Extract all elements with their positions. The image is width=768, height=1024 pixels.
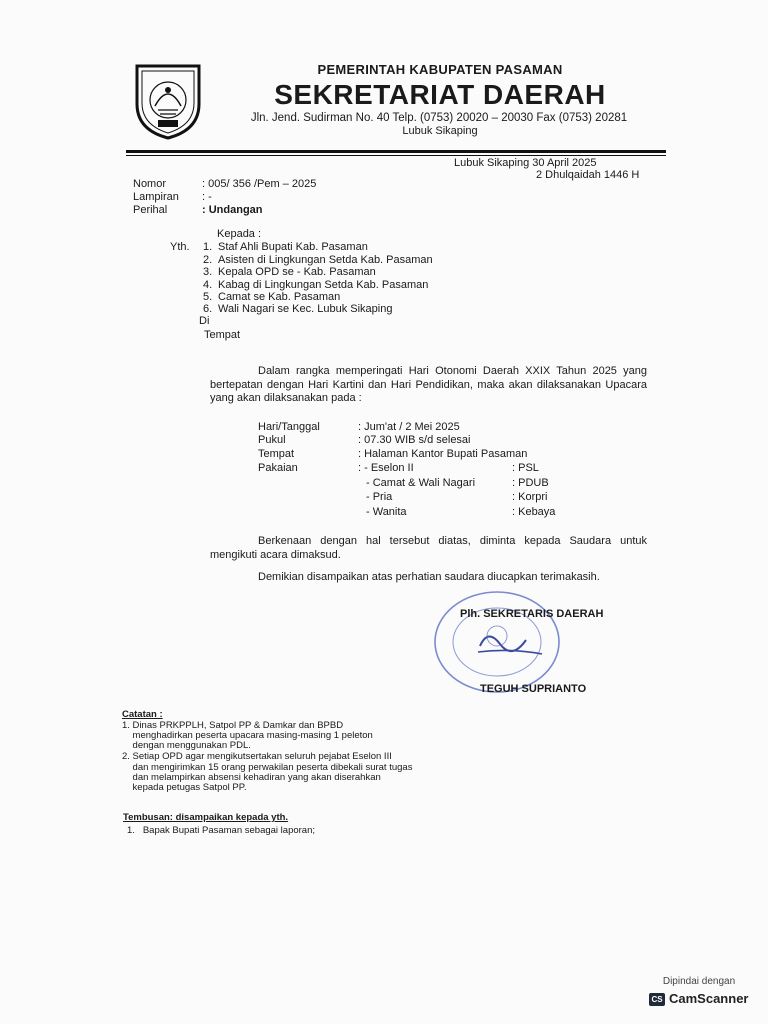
pakaian-label: Pakaian [258,462,298,474]
recipient-item: Staf Ahli Bupati Kab. Pasaman [218,241,368,253]
recipient-item: Camat se Kab. Pasaman [218,291,341,303]
letter-date: Lubuk Sikaping 30 April 2025 [454,157,597,169]
recipient-number: 5. [203,291,213,303]
recipient-item: Kepala OPD se - Kab. Pasaman [218,266,376,278]
note-line: dan melampirkan absensi kehadiran yang akan diserahkan [122,772,381,783]
signatory-title: Plh. SEKRETARIS DAERAH [460,608,604,620]
letterhead-address: Jln. Jend. Sudirman No. 40 Telp. (0753) 20020 – 20030 Fax (0753) 20281 [250,112,628,124]
note-line: dan mengirimkan 15 orang perwakilan peserta dibekali surat tugas [122,762,413,773]
tembusan-title: Tembusan: disampaikan kepada yth. [123,812,289,823]
header-rule-thick [126,150,666,153]
dress-attire: : Korpri [512,491,548,503]
perihal-value: : Undangan [202,204,263,216]
watermark-brand: CamScanner [669,991,749,1006]
dress-attire: : PDUB [512,477,549,489]
official-stamp [430,588,564,698]
note-line: 1. Dinas PRKPPLH, Satpol PP & Damkar dan BPBD [122,720,344,731]
government-name: PEMERINTAH KABUPATEN PASAMAN [317,62,563,77]
note-line: menghadirkan peserta upacara masing-masing 1 peleton [122,730,373,741]
tempat-event-value: : Halaman Kantor Bupati Pasaman [358,448,528,460]
hari-value: : Jum'at / 2 Mei 2025 [358,421,460,433]
body-paragraph-intro: Dalam rangka memperingati Hari Otonomi Daerah XXIX Tahun 2025 yang bertepatan dengan Hari Kartini dan Hari Pendidikan, maka akan dilaksanakan Upacara yang akan dilaksanakan pada : [210,365,647,404]
recipient-number: 4. [203,279,213,291]
pukul-value: : 07.30 WIB s/d selesai [358,434,471,446]
recipient-item: Wali Nagari se Kec. Lubuk Sikaping [218,303,393,315]
lampiran-label: Lampiran [133,191,179,203]
dress-attire: : PSL [512,462,539,474]
header-rule-thin [126,155,666,156]
watermark-caption: Dipindai dengan [662,976,736,987]
nomor-value: : 005/ 356 /Pem – 2025 [202,178,317,190]
pukul-label: Pukul [258,434,286,446]
note-line: kepada petugas Satpol PP. [122,782,247,793]
signatory-name: TEGUH SUPRIANTO [480,683,587,695]
letterhead-title: SEKRETARIAT DAERAH [274,79,606,110]
camscanner-logo-icon: CS [649,993,665,1006]
dress-attire: : Kebaya [512,506,556,518]
tempat-label: Tempat [204,329,241,341]
dress-group: - Pria [366,491,393,503]
nomor-label: Nomor [133,178,167,190]
regency-logo [131,60,205,140]
recipient-item: Asisten di Lingkungan Setda Kab. Pasaman [218,254,433,266]
yth-label: Yth. [170,241,190,253]
body-paragraph-request: Berkenaan dengan hal tersebut diatas, diminta kepada Saudara untuk mengikuti acara dimaksud. [210,535,647,561]
dress-group: - Camat & Wali Nagari [366,477,476,489]
notes-title: Catatan : [122,709,163,720]
tempat-event-label: Tempat [258,448,295,460]
camscanner-watermark [645,973,753,1013]
recipient-number: 6. [203,303,213,315]
lampiran-value: : - [202,191,212,203]
perihal-label: Perihal [133,204,168,216]
dress-group: - Wanita [366,506,407,518]
letterhead-city: Lubuk Sikaping [402,125,478,137]
recipient-number: 3. [203,266,213,278]
recipient-item: Kabag di Lingkungan Setda Kab. Pasaman [218,279,429,291]
note-line: dengan menggunakan PDL. [122,740,251,751]
dress-group: : - Eselon II [358,462,414,474]
note-line: 2. Setiap OPD agar mengikutsertakan seluruh pejabat Eselon III [122,751,392,762]
di-label: Di [199,315,210,327]
recipient-number: 1. [203,241,213,253]
kepada-label: Kepada : [217,228,262,240]
recipient-number: 2. [203,254,213,266]
body-paragraph-closing: Demikian disampaikan atas perhatian saudara diucapkan terimakasih. [258,571,600,583]
hijri-date: 2 Dhulqaidah 1446 H [536,169,640,181]
hari-label: Hari/Tanggal [258,421,320,433]
tembusan-item: 1. Bapak Bupati Pasaman sebagai laporan; [127,825,316,836]
